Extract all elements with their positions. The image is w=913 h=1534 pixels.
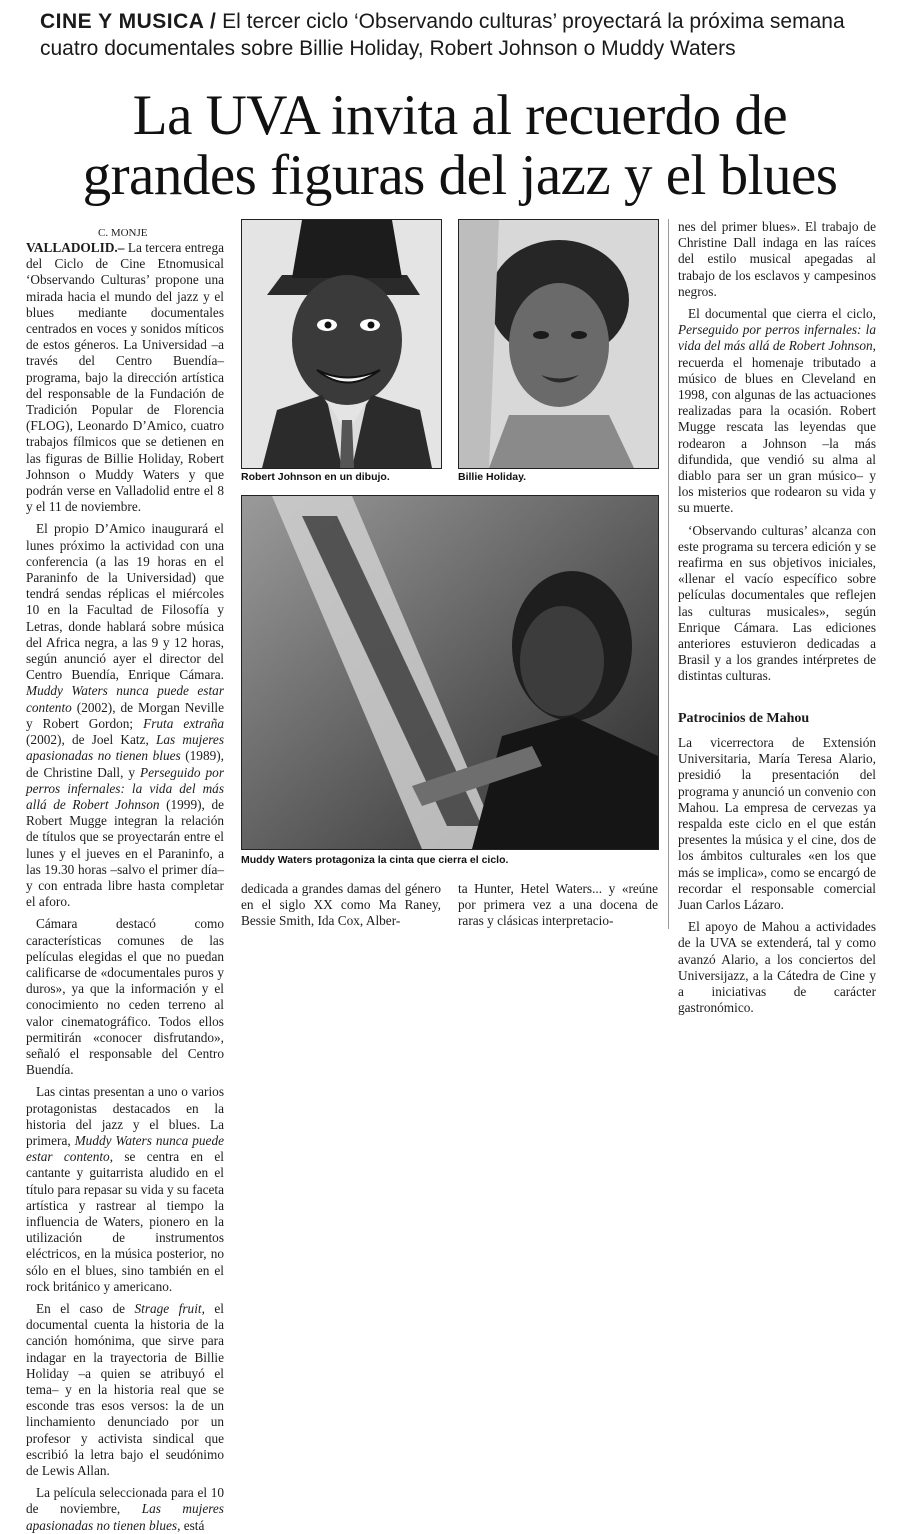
- film-title: Las mujeres apasionadas no tienen blues: [26, 732, 224, 764]
- headline-line-1: La UVA invita al recuerdo de: [132, 84, 788, 147]
- billie-holiday-portrait: [459, 220, 658, 468]
- paragraph: nes del primer blues». El trabajo de Christine Dall indaga en las raíces del estilo musical apegadas al trabajo de los esclavos y campesinos negros.: [678, 219, 876, 299]
- paragraph: [678, 306, 876, 517]
- film-title: Perseguido por perros infernales: la vida del más allá de Robert Johnson: [678, 322, 876, 354]
- film-title: Muddy Waters nunca puede estar contento: [26, 1132, 225, 1165]
- film-title: Perseguido por perros infernales: la vida del más allá de Robert Johnson: [26, 764, 225, 812]
- caption-billie-holiday: Billie Holiday.: [458, 471, 527, 483]
- dateline: VALLADOLID.–: [26, 240, 125, 255]
- paragraph: [26, 240, 224, 515]
- paragraph-text: , el documental cuenta la historia de la canción homónima, que sirve para indagar en la trayectoria de Billie Holiday –a quien se atribuyó el tema– y en la historia real que se esconde tras esos versos: la de un linchamiento denunciado por un profesor y activista sindical que escribió la letra bajo el seudónimo de Lewis Allan.: [26, 1301, 224, 1479]
- article-column-4: [678, 219, 876, 1016]
- kicker-text: El tercer ciclo ‘Observando culturas’ proyectará la próxima semana cuatro documentales sobre Billie Holiday, Robert Johnson o Muddy Waters: [40, 10, 845, 60]
- subheading: Patrocinios de Mahou: [678, 710, 810, 726]
- film-title: Las mujeres apasionadas no tienen blues: [26, 1501, 224, 1533]
- paragraph: El apoyo de Mahou a actividades de la UVA se extenderá, tal y como avanzó Alario, a los conciertos del Universijazz, a la Cátedra de Cine y a iniciativas de carácter gastronómico.: [678, 919, 876, 1016]
- billie-holiday-photo: [458, 219, 659, 469]
- paragraph-text: El documental que cierra el ciclo,: [688, 306, 876, 322]
- caption-robert-johnson: Robert Johnson en un dibujo.: [241, 471, 390, 483]
- paragraph: ‘Observando culturas’ alcanza con este programa su tercera edición y se reafirma en sus objetivos iniciales, «llenar el vacío específico sobre películas documentales que reflejen las culturas musicales», según Enrique Cámara. Las ediciones anteriores estuvieron dedicadas a Brasil y a los grandes intérpretes de distintas culturas.: [678, 522, 876, 684]
- robert-johnson-drawing: [241, 219, 442, 469]
- paragraph-text: , se centra en el cantante y guitarrista aludido en el título para repasar su vida y su faceta artística y rastrear al tiempo la influencia de Waters, pionero en la utilización de instrumentos eléctricos, en la música posterior, no sólo en el blues, sino también en el rock británico y americano.: [26, 1149, 224, 1294]
- kicker: [40, 8, 890, 62]
- paragraph-text: , está: [177, 1517, 205, 1533]
- column-rule: [668, 219, 669, 929]
- paragraph-text: (1989), de Christine Dall, y: [26, 748, 224, 780]
- paragraph-text: Las cintas presentan a uno o varios protagonistas destacados en la historia del jazz y el blues. La primera,: [26, 1084, 224, 1148]
- paragraph-text: , recuerda el homenaje tributado a músico de blues en Cleveland en 1998, con algunas de las actuaciones realizadas para la ocasión. Robert Mugge rescata las leyendas que rodearon a Johnson –la más difundida, que vendió su alma al diablo para ser un gran músico– y los misterios que rodearon su vida y su muerte.: [678, 338, 876, 516]
- byline: C. MONJE: [98, 227, 148, 239]
- paragraph: dedicada a grandes damas del género en el siglo XX como Ma Raney, Bessie Smith, Ida Cox, Alber-: [241, 881, 441, 929]
- paragraph-text: (1999), de Robert Mugge integran la relación de títulos que se proyectarán entre el lunes y el jueves en el Paraninfo, a las 19.30 horas –salvo el primer día– y con entrada libre hasta completar el aforo.: [26, 796, 224, 910]
- paragraph: [26, 1084, 224, 1295]
- caption-muddy-waters: Muddy Waters protagoniza la cinta que cierra el ciclo.: [241, 854, 509, 866]
- headline: [30, 86, 890, 206]
- robert-johnson-illustration: [242, 220, 441, 468]
- headline-line-2: grandes figuras del jazz y el blues: [82, 144, 838, 207]
- paragraph: [26, 521, 224, 910]
- paragraph: ta Hunter, Hetel Waters... y «reúne por primera vez a una docena de raras y clásicas interpretacio-: [458, 881, 658, 929]
- article-column-3: [458, 881, 658, 930]
- section-tag: CINE Y MUSICA /: [40, 10, 217, 33]
- paragraph: [26, 1301, 224, 1479]
- article-column-2: [241, 881, 441, 930]
- paragraph-text: La película seleccionada para el 10 de noviembre,: [26, 1485, 224, 1517]
- paragraph-text: En el caso de: [36, 1301, 135, 1316]
- film-title: Muddy Waters nunca puede estar contento: [26, 683, 224, 715]
- film-title: Strage fruit: [134, 1301, 202, 1316]
- paragraph: Cámara destacó como características comunes de las películas elegidas el que no puedan calificarse de «documentales puros y duros», ya que la información y el conocimiento no ceden terreno al valor cinematográfico. Todos ellos permitirán «conocer disfrutando», señaló el responsable del Centro Buendía.: [26, 916, 224, 1078]
- paragraph: [26, 1485, 224, 1534]
- paragraph-text: El propio D’Amico inaugurará el lunes próximo la actividad con una conferencia (a las 19 horas en el Paraninfo de la Universidad) que tendrá sendas réplicas el miércoles 10 en la Facultad de Filosofía y Letras, donde hablará sobre música del Africa negra, a las 9 y 12 horas, según anunció ayer el director del Centro Buendía, Enrique Cámara.: [26, 521, 224, 683]
- muddy-waters-photo: [241, 495, 659, 850]
- paragraph: La vicerrectora de Extensión Universitaria, María Teresa Alario, presidió la presentación del programa y anunció un convenio con Mahou. La empresa de cervezas ya respalda este ciclo en el que están presentes la música y el cine, dos de los ámbitos culturales «en los que más se implica», como se encargó de recordar el responsable comercial Juan Carlos Lázaro.: [678, 734, 876, 912]
- paragraph-text: (2002), de Morgan Neville y Robert Gordon;: [26, 699, 224, 731]
- film-title: Fruta extraña: [143, 715, 224, 731]
- article-column-1: [26, 240, 224, 1534]
- muddy-waters-guitar-image: [242, 496, 658, 849]
- paragraph-text: La tercera entrega del Ciclo de Cine Etnomusical ‘Observando Culturas’ propone una mirada hacia el mundo del jazz y el blues mediante documentales centrados en voces y sonidos míticos de estos géneros. La Universidad –a través del Centro Buendía– programa, bajo la dirección artística del responsable de la Fundación de Tradición Popular de Florencia (FLOG), Leonardo D’Amico, cuatro trabajos fílmicos que se detienen en las figuras de Billie Holiday, Robert Johnson o Muddy Waters y que podrán verse en Valladolid entre el 8 y el 11 de noviembre.: [26, 240, 224, 515]
- paragraph-text: (2002), de Joel Katz,: [26, 732, 156, 748]
